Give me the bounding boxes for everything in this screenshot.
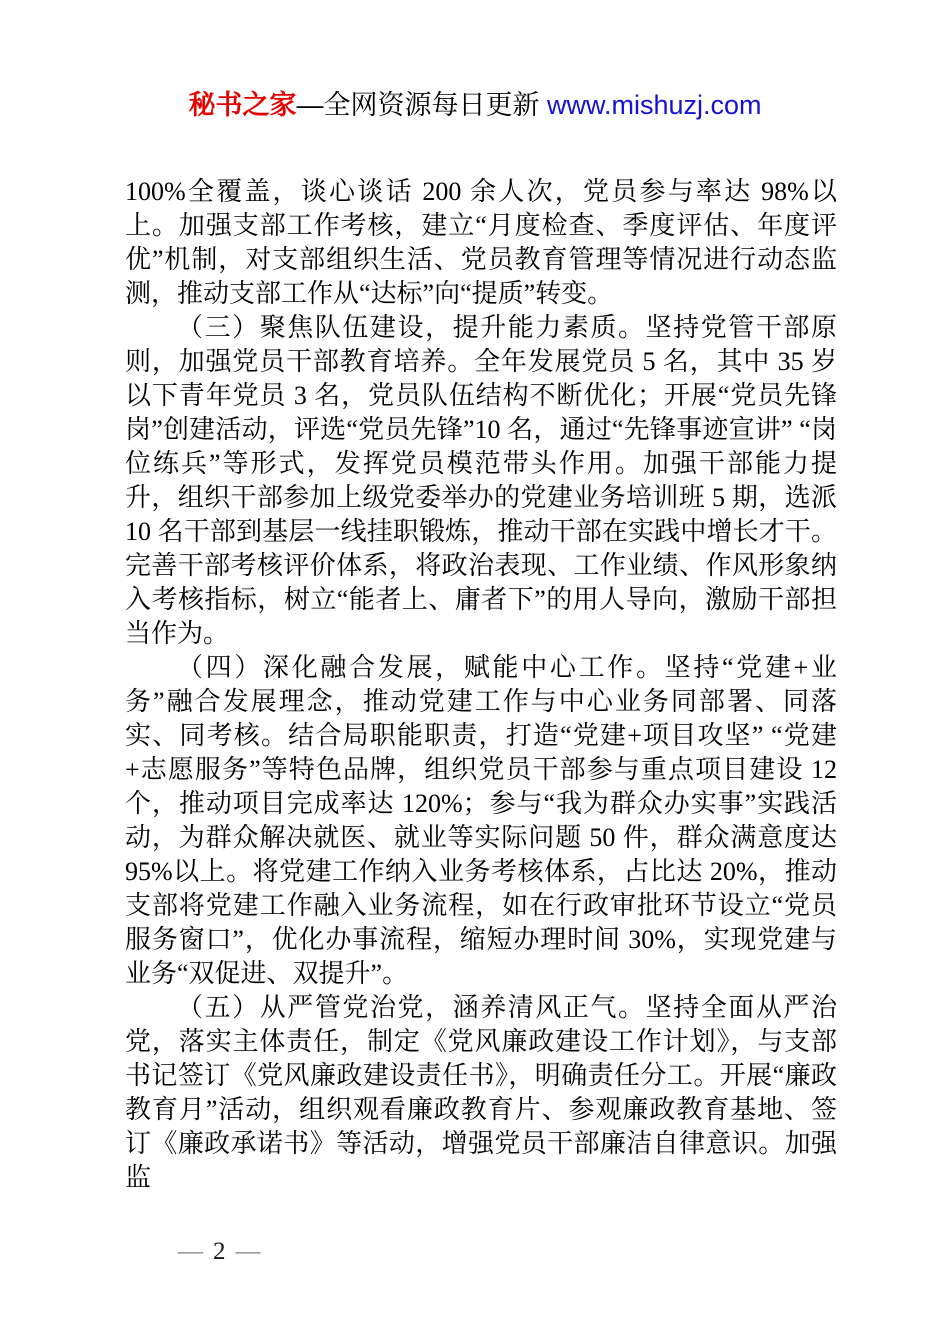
page-number-value: 2 [213, 1238, 226, 1265]
site-name: 秘书之家 [188, 90, 297, 120]
page-number-dash-left: — [178, 1238, 203, 1265]
document-body [125, 175, 837, 1195]
paragraph-section-4: （四）深化融合发展，赋能中心工作。坚持“党建+业务”融合发展理念，推动党建工作与中心业务同部署、同落实、同考核。结合局职能职责，打造“党建+项目攻坚” “党建+志愿服务”等特色品牌，组织党员干部参与重点项目建设 12 个，推动项目完成率达 120%；参与“我为群众办实事”实践活动，为群众解决就医、就业等实际问题 50 件，群众满意度达 95%以上。将党建工作纳入业务考核体系，占比达 20%，推动支部将党建工作融入业务流程，如在行政审批环节设立“党员服务窗口”，优化办事流程，缩短办理时间 30%，实现党建与业务“双促进、双提升”。 [125, 653, 837, 988]
paragraph-section-3: （三）聚焦队伍建设，提升能力素质。坚持党管干部原则，加强党员干部教育培养。全年发展党员 5 名，其中 35 岁以下青年党员 3 名，党员队伍结构不断优化；开展“党员先锋岗”创建活动，评选“党员先锋”10 名，通过“先锋事迹宣讲” “岗位练兵”等形式，发挥党员模范带头作用。加强干部能力提升，组织干部参加上级党委举办的党建业务培训班 5 期，选派 10 名干部到基层一线挂职锻炼，推动干部在实践中增长才干。完善干部考核评价体系，将政治表现、工作业绩、作风形象纳入考核指标，树立“能者上、庸者下”的用人导向，激励干部担当作为。 [125, 313, 837, 648]
site-url-link[interactable]: www.mishuzj.com [546, 90, 762, 120]
site-header [0, 88, 950, 122]
page-number-dash-right: — [235, 1238, 261, 1265]
page-number [178, 1237, 261, 1267]
paragraph-section-5: （五）从严管党治党，涵养清风正气。坚持全面从严治党，落实主体责任，制定《党风廉政建设工作计划》，与支部书记签订《党风廉政建设责任书》，明确责任分工。开展“廉政教育月”活动，组织观看廉政教育片、参观廉政教育基地、签订《廉政承诺书》等活动，增强党员干部廉洁自律意识。加强监 [125, 993, 837, 1192]
site-tagline: —全网资源每日更新 [296, 90, 547, 120]
paragraph-continuation: 100%全覆盖，谈心谈话 200 余人次，党员参与率达 98%以上。加强支部工作考核，建立“月度检查、季度评估、年度评优”机制，对支部组织生活、党员教育管理等情况进行动态监测，推动支部工作从“达标”向“提质”转变。 [125, 177, 837, 308]
